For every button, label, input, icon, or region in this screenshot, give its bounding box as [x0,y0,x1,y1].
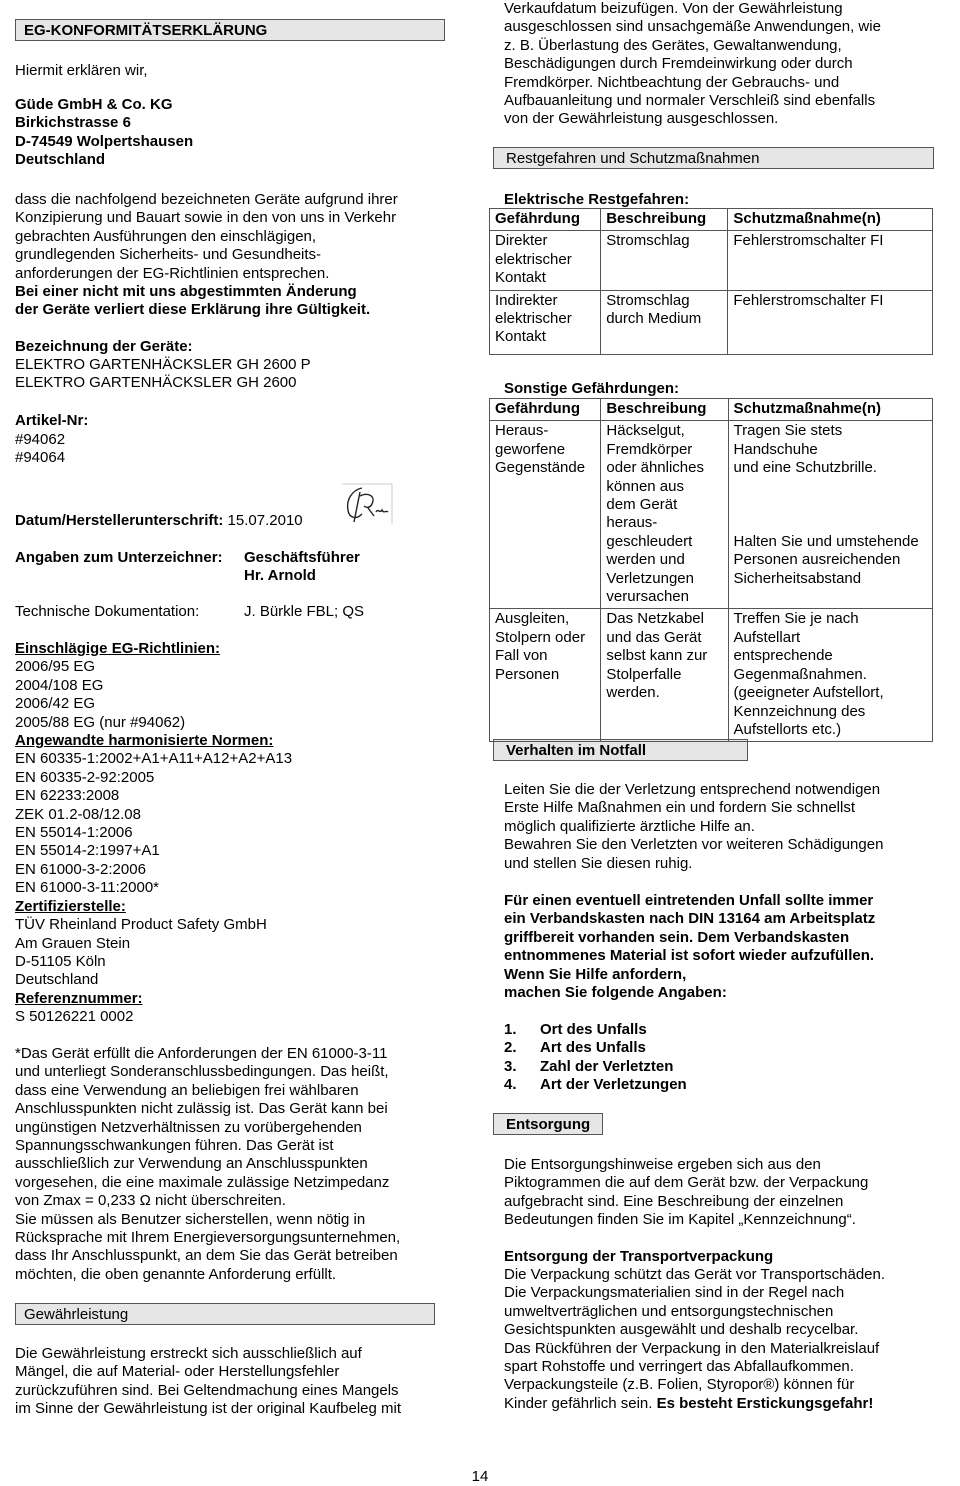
transport-title: Entsorgung der Transportverpackung [504,1248,774,1265]
text-line: dass die nachfolgend bezeichneten Geräte aufgrund ihrer [15,191,398,208]
text-line: Bedeutungen finden Sie im Kapitel „Kennzeichnung“. [504,1211,856,1229]
cert-line: Deutschland [15,971,99,989]
text-line: grundlegenden Sicherheits- und Gesundheits- [15,246,322,264]
table-row [490,290,933,354]
norms-label: Angewandte harmonisierte Normen: [15,732,274,750]
other-risks-label: Sonstige Gefährdungen: [504,380,680,397]
norm-item: EN 61000-3-2:2006 [15,860,146,878]
description-cell: Das Netzkabel und das Gerät selbst kann zur Stolperfalle werden. [601,609,728,742]
cert-line: TÜV Rheinland Product Safety GmbH [15,916,267,934]
norms-list [15,750,292,897]
emergency-text [504,781,883,873]
text-line: von Zmax = 0,233 Ω nicht überschreiten. [15,1192,286,1210]
text-line: ein Verbandskasten nach DIN 13164 am Arbeitsplatz [504,910,876,928]
directives-block [15,640,292,1027]
norm-item: EN 60335-2-92:2005 [15,768,155,786]
emergency-title: Verhalten im Notfall [493,739,748,761]
table-header-row [490,209,933,231]
text-line: Sie müssen als Benutzer sicherstellen, wenn nötig in [15,1210,366,1228]
text-line: gebrachten Ausführungen den einschlägigen, [15,227,317,245]
text-line: Mängel, die auf Material- oder Herstellungsfehler [15,1363,340,1381]
transport-last-text: Kinder gefährlich sein. [504,1395,657,1412]
warranty-continued-text [504,0,881,129]
cert-label: Zertifizierstelle: [15,897,126,915]
step-text: Ort des Unfalls [540,1021,647,1038]
step-number: 4. [504,1076,517,1094]
ref-label: Referenznummer: [15,989,143,1007]
cert-address [15,916,292,990]
hazard-cell: Direkter elektrischer Kontakt [490,231,601,290]
signer-value [244,549,360,586]
description-cell: Stromschlag [601,231,728,290]
norm-item: ZEK 01.2-08/12.08 [15,805,141,823]
signer-label: Angaben zum Unterzeichner: [15,549,223,566]
text-line: der Geräte verliert diese Erklärung ihre Gültigkeit. [15,301,371,319]
article-label: Artikel-Nr: [15,412,89,429]
text-line: *Das Gerät erfüllt die Anforderungen der EN 61000-3-11 [15,1045,388,1062]
declaration-title: EG-KONFORMITÄTSERKLÄRUNG [15,19,445,41]
text-line: Die Verpackung schützt das Gerät vor Transportschäden. [504,1266,886,1283]
hazard-cell: Ausgleiten, Stolpern oder Fall von Personen [490,609,601,742]
emergency-steps [504,1021,687,1095]
norm-item: EN 60335-1:2002+A1+A11+A12+A2+A13 [15,750,293,768]
protection-cell: Tragen Sie stets Handschuhe und eine Schutzbrille. Halten Sie und umstehende Personen ausreichenden Sicherheitsabstand [728,421,932,609]
device-list [15,356,311,393]
directive-item: 2005/88 EG (nur #94062) [15,713,186,731]
list-item [504,1076,687,1094]
disposal-title: Entsorgung [493,1113,603,1135]
text-line: Erste Hilfe Maßnahmen ein und fordern Sie schnellst [504,799,856,817]
text-line: von der Gewährleistung ausgeschlossen. [504,110,779,128]
text-line: möchten, die oben genannte Anforderung erfüllt. [15,1265,337,1283]
text-line: Leiten Sie die der Verletzung entsprechend notwendigen [504,781,881,798]
text-line: ausschließlich zur Verwendung an Anschlusspunkten [15,1155,368,1173]
directive-item: 2004/108 EG [15,676,104,694]
handwritten-signature [340,482,394,526]
hazard-cell: Heraus- geworfene Gegenstände [490,421,601,609]
company-line: Birkichstrasse 6 [15,114,131,132]
text-line: Rücksprache mit Ihrem Energieversorgungsunternehmen, [15,1229,401,1247]
text-line: Verkaufdatum beizufügen. Von der Gewährleistung [504,0,843,17]
note-text [15,1045,400,1284]
text-line: z. B. Überlastung des Gerätes, Gewaltanwendung, [504,36,842,54]
text-line: ausgeschlossen sind unsachgemäße Anwendungen, wie [504,18,881,36]
warranty-text [15,1345,401,1419]
step-number: 2. [504,1039,517,1057]
warranty-title: Gewährleistung [15,1303,435,1325]
text-line: aufgebracht sind. Eine Beschreibung der einzelnen [504,1192,844,1210]
text-line: spart Rohstoffe und verringert das Abfallaufkommen. [504,1358,854,1376]
table-row [490,231,933,290]
text-line: und stellen Sie diesen ruhig. [504,854,693,872]
protection-cell: Fehlerstromschalter FI [728,290,933,354]
company-line: D-74549 Wolpertshausen [15,132,194,150]
directives-label: Einschlägige EG-Richtlinien: [15,640,221,657]
techdoc-value: J. Bürkle FBL; QS [244,603,365,620]
text-line: Wenn Sie Hilfe anfordern, [504,965,687,983]
text-line: Aufbauanleitung und normaler Verschleiß sind ebenfalls [504,92,876,110]
page-number: 14 [471,1468,489,1485]
other-risk-table [489,398,933,742]
norm-item: EN 62233:2008 [15,787,120,805]
list-item [504,1021,687,1039]
header-hazard: Gefährdung [490,399,601,421]
text-line: und unterliegt Sonderanschlussbedingungen. Das heißt, [15,1063,389,1081]
header-description: Beschreibung [601,399,728,421]
list-item [504,1058,687,1076]
text-line: Das Rückführen der Verpackung in den Materialkreislauf [504,1339,880,1357]
text-line: dass Ihr Anschlusspunkt, an dem Sie das Gerät betreiben [15,1247,398,1265]
company-line: Güde GmbH & Co. KG [15,96,173,113]
article-number: #94062 [15,431,66,448]
directive-item: 2006/42 EG [15,695,96,713]
article-number: #94064 [15,449,66,467]
text-line: entnommenes Material ist sofort wieder aufzufüllen. [504,947,875,965]
description-cell: Stromschlag durch Medium [601,290,728,354]
disposal-text [504,1156,868,1230]
declaration-text [15,191,398,283]
text-line: möglich qualifizierte ärztliche Hilfe an. [504,817,755,835]
header-protection: Schutzmaßnahme(n) [728,399,932,421]
text-line: Fremdkörper. Nichtbeachtung der Gebrauchs- und [504,73,840,91]
text-line: Bei einer nicht mit uns abgestimmten Änderung [15,283,357,300]
protection-cell: Treffen Sie je nach Aufstellart entsprechende Gegenmaßnahmen. (geeigneter Aufstellort, Kennzeichnung des Aufstellorts etc.) [728,609,932,742]
header-hazard: Gefährdung [490,209,601,231]
text-line: Beschädigungen durch Fremdeinwirkung oder durch [504,55,853,73]
step-text: Art des Unfalls [540,1039,646,1057]
protection-cell: Fehlerstromschalter FI [728,231,933,290]
list-item [504,1039,687,1057]
text-line: im Sinne der Gewährleistung ist der original Kaufbeleg mit [15,1400,402,1418]
text-line: ungünstigen Netzverhältnissen zu vorübergehenden [15,1118,362,1136]
text-line: Bewahren Sie den Verletzten vor weiteren Schädigungen [504,836,884,854]
directive-item: 2006/95 EG [15,658,96,676]
text-line: Gesichtspunkten ausgewählt und deshalb recycelbar. [504,1321,859,1339]
text-line: machen Sie folgende Angaben: [504,984,727,1002]
signer-line: Geschäftsführer [244,549,360,566]
company-address [15,96,193,170]
date-value: 15.07.2010 [223,512,303,529]
step-text: Zahl der Verletzten [540,1057,674,1075]
text-line: Die Entsorgungshinweise ergeben sich aus den [504,1156,821,1173]
device-name: ELEKTRO GARTENHÄCKSLER GH 2600 P [15,356,311,373]
electric-risk-table [489,208,933,355]
cert-line: Am Grauen Stein [15,934,131,952]
text-line: umweltverträglichen und entsorgungstechnischen [504,1302,834,1320]
suffocation-warning: Es besteht Erstickungsgefahr! [656,1395,874,1412]
text-line: anforderungen der EG-Richtlinien entsprechen. [15,264,330,282]
transport-last-line [504,1395,873,1413]
norm-item: EN 55014-2:1997+A1 [15,842,160,860]
transport-text [504,1266,885,1395]
device-name: ELEKTRO GARTENHÄCKSLER GH 2600 [15,374,297,392]
text-line: Anschlusspunkten nicht zulässig ist. Das Gerät kann bei [15,1100,388,1118]
table-row [490,421,933,609]
text-line: Verpackungsteile (z.B. Folien, Styropor®) können für [504,1376,855,1394]
directives-list [15,658,292,732]
header-description: Beschreibung [601,209,728,231]
electric-risks-label: Elektrische Restgefahren: [504,191,690,208]
signer-line: Hr. Arnold [244,567,316,585]
text-line: Piktogrammen die auf dem Gerät bzw. der Verpackung [504,1174,869,1192]
step-number: 1. [504,1021,517,1038]
text-line: Die Verpackungsmaterialien sind in der Regel nach [504,1284,845,1302]
text-line: vorgesehen, die eine maximale zulässige Netzimpedanz [15,1173,390,1191]
declaration-intro: Hiermit erklären wir, [15,62,148,79]
article-list [15,431,65,468]
cert-line: D-51105 Köln [15,952,106,970]
devices-label: Bezeichnung der Geräte: [15,338,193,355]
text-line: Für einen eventuell eintretenden Unfall sollte immer [504,892,874,909]
emergency-bold-text [504,892,875,1002]
description-cell: Häckselgut, Fremdkörper oder ähnliches können aus dem Gerät heraus- geschleudert werden und Verletzungen verursachen [601,421,728,609]
text-line: zurückzuführen sind. Bei Geltendmachung eines Mangels [15,1381,399,1399]
text-line: dass eine Verwendung an beliebigen frei wählbaren [15,1081,359,1099]
norm-item: EN 55014-1:2006 [15,824,133,842]
date-label: Datum/Herstellerunterschrift: [15,512,224,529]
text-line: Konzipierung und Bauart sowie in den von uns in Verkehr [15,209,397,227]
text-line: griffbereit vorhanden sein. Dem Verbandskasten [504,928,850,946]
header-protection: Schutzmaßnahme(n) [728,209,933,231]
step-number: 3. [504,1057,517,1075]
ref-value: S 50126221 0002 [15,1008,134,1026]
date-signature-row [15,512,303,530]
text-line: Die Gewährleistung erstreckt sich ausschließlich auf [15,1345,362,1362]
table-header-row [490,399,933,421]
norm-item: EN 61000-3-11:2000* [15,879,159,897]
hazard-cell: Indirekter elektrischer Kontakt [490,290,601,354]
declaration-bold-text [15,283,370,320]
residual-risks-title: Restgefahren und Schutzmaßnahmen [493,147,934,169]
table-row [490,609,933,742]
text-line: Spannungsschwankungen führen. Das Gerät ist [15,1137,334,1155]
step-text: Art der Verletzungen [540,1076,687,1094]
company-line: Deutschland [15,151,106,169]
techdoc-label: Technische Dokumentation: [15,603,200,620]
